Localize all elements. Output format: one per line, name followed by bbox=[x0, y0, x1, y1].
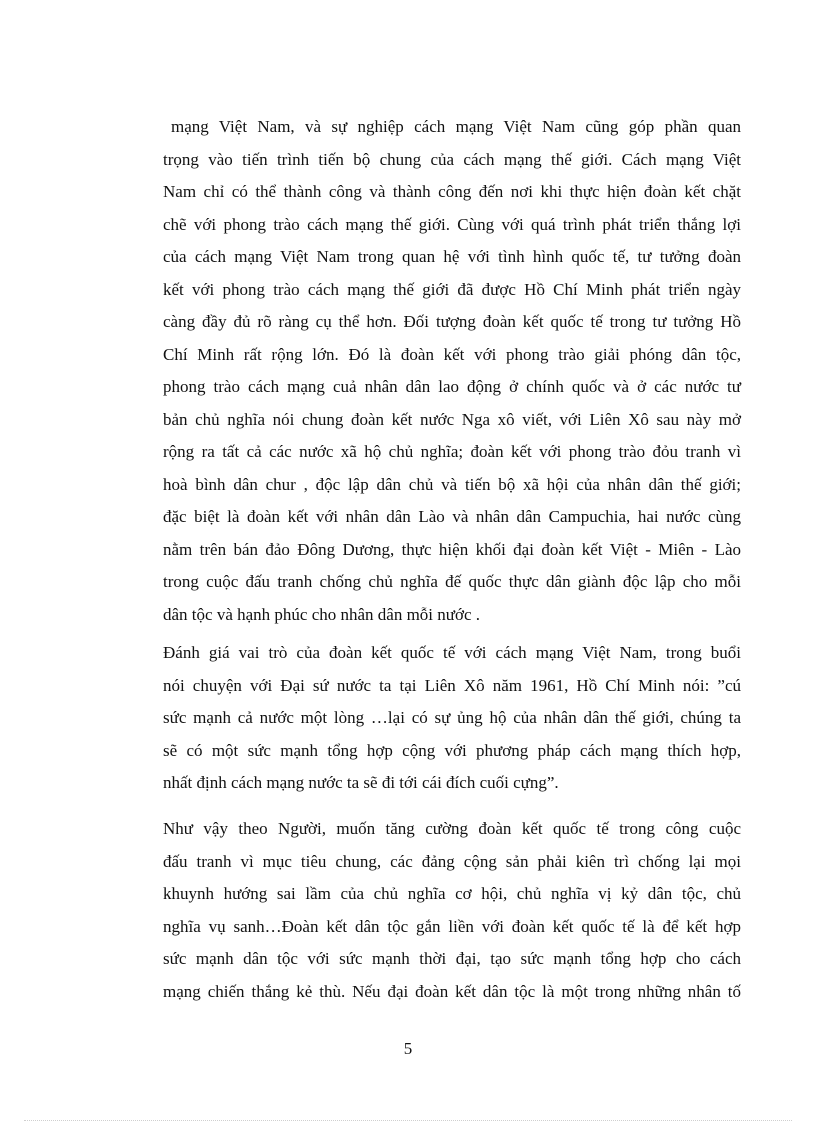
text-line: nghĩa vụ sanh…Đoàn kết dân tộc gắn liền với đoàn kết quốc tế là để kết hợp bbox=[163, 916, 741, 936]
text-line: đấu tranh vì mục tiêu chung, các đảng cộng sản phải kiên trì chống lại mọi bbox=[163, 851, 741, 871]
text-line: hoà bình dân chur , độc lập dân chủ và tiến bộ xã hội của nhân dân thế giới; bbox=[163, 474, 741, 494]
text-line: kết với phong trào cách mạng thế giới đã được Hồ Chí Minh phát triển ngày bbox=[163, 279, 741, 299]
text-line: sức mạnh dân tộc với sức mạnh thời đại, tạo sức mạnh tổng hợp cho cách bbox=[163, 949, 741, 968]
text-line: Nam chỉ có thể thành công và thành công đến nơi khi thực hiện đoàn kết chặt bbox=[163, 182, 741, 201]
paragraph-1 bbox=[163, 111, 741, 631]
text-line: nhất định cách mạng nước ta sẽ đi tới cái đích cuối cựng”. bbox=[163, 773, 559, 792]
text-line: sẽ có một sức mạnh tổng hợp cộng với phương pháp cách mạng thích hợp, bbox=[163, 740, 741, 760]
text-line: khuynh hướng sai lầm của chủ nghĩa cơ hội, chủ nghĩa vị kỷ dân tộc, chủ bbox=[163, 884, 741, 903]
text-line: chẽ với phong trào cách mạng thế giới. Cùng với quá trình phát triển thắng lợi bbox=[163, 214, 741, 234]
text-line: trọng vào tiến trình tiến bộ chung của cách mạng thế giới. Cách mạng Việt bbox=[163, 149, 741, 169]
text-line: Chí Minh rất rộng lớn. Đó là đoàn kết với phong trào giải phóng dân tộc, bbox=[163, 344, 741, 364]
text-line: bản chủ nghĩa nói chung đoàn kết nước Nga xô viết, với Liên Xô sau này mở bbox=[163, 409, 741, 429]
text-line: phong trào cách mạng cuả nhân dân lao động ở chính quốc và ở các nước tư bbox=[163, 377, 741, 396]
text-line: Như vậy theo Người, muốn tăng cường đoàn kết quốc tế trong công cuộc bbox=[163, 819, 741, 838]
text-line: dân tộc và hạnh phúc cho nhân dân mỗi nước . bbox=[163, 604, 481, 624]
text-line: rộng ra tất cả các nước xã hộ chủ nghĩa; đoàn kết với phong trào đỏu tranh vì bbox=[163, 442, 741, 461]
text-line: của cách mạng Việt Nam trong quan hệ với tình hình quốc tế, tư tưởng đoàn bbox=[163, 247, 741, 266]
text-line: sức mạnh cả nước một lòng …lại có sự ủng hộ của nhân dân thế giới, chúng ta bbox=[163, 708, 741, 727]
page-number: 5 bbox=[403, 1039, 413, 1058]
page-bottom-divider bbox=[24, 1120, 792, 1121]
text-line: đặc biệt là đoàn kết với nhân dân Lào và nhân dân Campuchia, hai nước cùng bbox=[163, 507, 741, 526]
text-line: nằm trên bán đảo Đông Dương, thực hiện khối đại đoàn kết Việt - Miên - Lào bbox=[163, 539, 741, 559]
text-line: mạng chiến thắng kẻ thù. Nếu đại đoàn kết dân tộc là một trong những nhân tố bbox=[163, 981, 741, 1001]
text-line: càng đầy đủ rõ ràng cụ thể hơn. Đối tượng đoàn kết quốc tế trong tư tưởng Hồ bbox=[163, 312, 741, 331]
text-line: mạng Việt Nam, và sự nghiệp cách mạng Việt Nam cũng góp phần quan bbox=[171, 117, 741, 136]
paragraph-2 bbox=[163, 637, 741, 800]
text-line: trong cuộc đấu tranh chống chủ nghĩa đế quốc thực dân giành độc lập cho mỗi bbox=[163, 572, 741, 591]
text-line: nói chuyện với Đại sứ nước ta tại Liên Xô năm 1961, Hồ Chí Minh nói: ”cú bbox=[163, 675, 741, 695]
paragraph-3 bbox=[163, 813, 741, 1008]
text-line: Đánh giá vai trò của đoàn kết quốc tế với cách mạng Việt Nam, trong buổi bbox=[163, 643, 741, 662]
